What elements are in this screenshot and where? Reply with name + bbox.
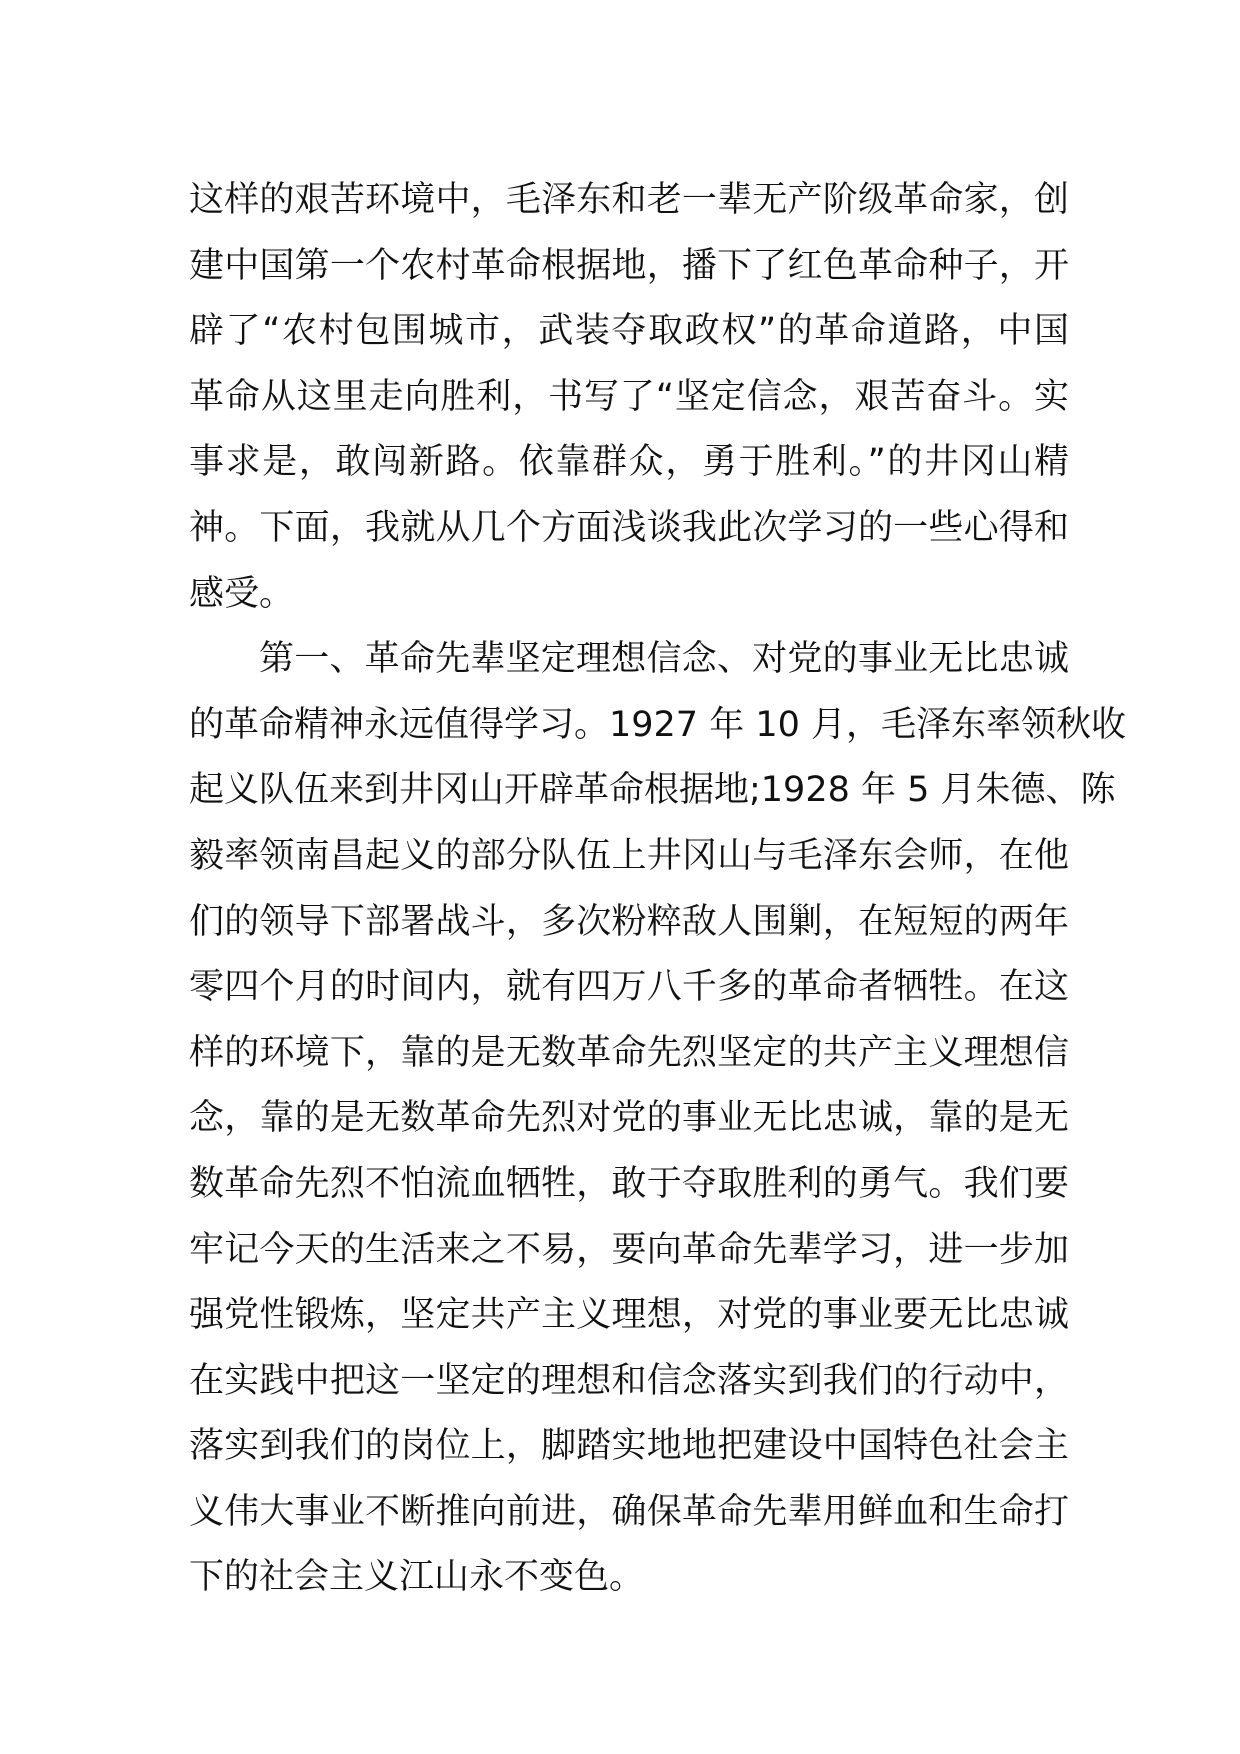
text-line: 这样的艰苦环境中，毛泽东和老一辈无产阶级革命家，创 <box>189 180 1069 220</box>
text-line: 在实践中把这一坚定的理想和信念落实到我们的行动中， <box>189 1360 1069 1401</box>
text-line: 感受。 <box>189 573 295 614</box>
text-line: 零四个月的时间内，就有四万八千多的革命者牺牲。在这 <box>189 967 1069 1008</box>
text-line: 第一、革命先辈坚定理想信念、对党的事业无比忠诚 <box>259 639 1069 680</box>
text-line: 起义队伍来到井冈山开辟革命根据地;1928 年 5 月朱德、陈 <box>189 770 1116 811</box>
body-text <box>189 168 1126 1611</box>
text-line: 的革命精神永远值得学习。1927 年 10 月，毛泽东率领秋收 <box>189 704 1126 745</box>
text-line: 强党性锻炼，坚定共产主义理想，对党的事业要无比忠诚 <box>189 1295 1069 1336</box>
text-line: 辟了“农村包围城市，武装夺取政权”的革命道路，中国 <box>189 311 1069 352</box>
text-line: 牢记今天的生活来之不易，要向革命先辈学习，进一步加 <box>189 1229 1069 1270</box>
text-line: 样的环境下，靠的是无数革命先烈坚定的共产主义理想信 <box>189 1032 1069 1073</box>
text-line: 建中国第一个农村革命根据地，播下了红色革命种子，开 <box>189 245 1069 286</box>
text-line: 义伟大事业不断推向前进，确保革命先辈用鲜血和生命打 <box>189 1491 1069 1532</box>
text-line: 念，靠的是无数革命先烈对党的事业无比忠诚，靠的是无 <box>189 1098 1069 1139</box>
text-line: 数革命先烈不怕流血牺牲，敢于夺取胜利的勇气。我们要 <box>189 1163 1069 1204</box>
text-line: 落实到我们的岗位上，脚踏实地地把建设中国特色社会主 <box>189 1426 1069 1467</box>
text-line: 事求是，敢闯新路。依靠群众，勇于胜利。”的井冈山精 <box>189 442 1069 483</box>
text-line: 神。下面，我就从几个方面浅谈我此次学习的一些心得和 <box>189 507 1069 548</box>
text-line: 革命从这里走向胜利，书写了“坚定信念，艰苦奋斗。实 <box>189 376 1069 417</box>
text-line: 毅率领南昌起义的部分队伍上井冈山与毛泽东会师，在他 <box>189 835 1069 876</box>
text-line: 们的领导下部署战斗，多次粉粹敌人围剿，在短短的两年 <box>189 901 1069 942</box>
text-line: 下的社会主义江山永不变色。 <box>189 1557 645 1598</box>
